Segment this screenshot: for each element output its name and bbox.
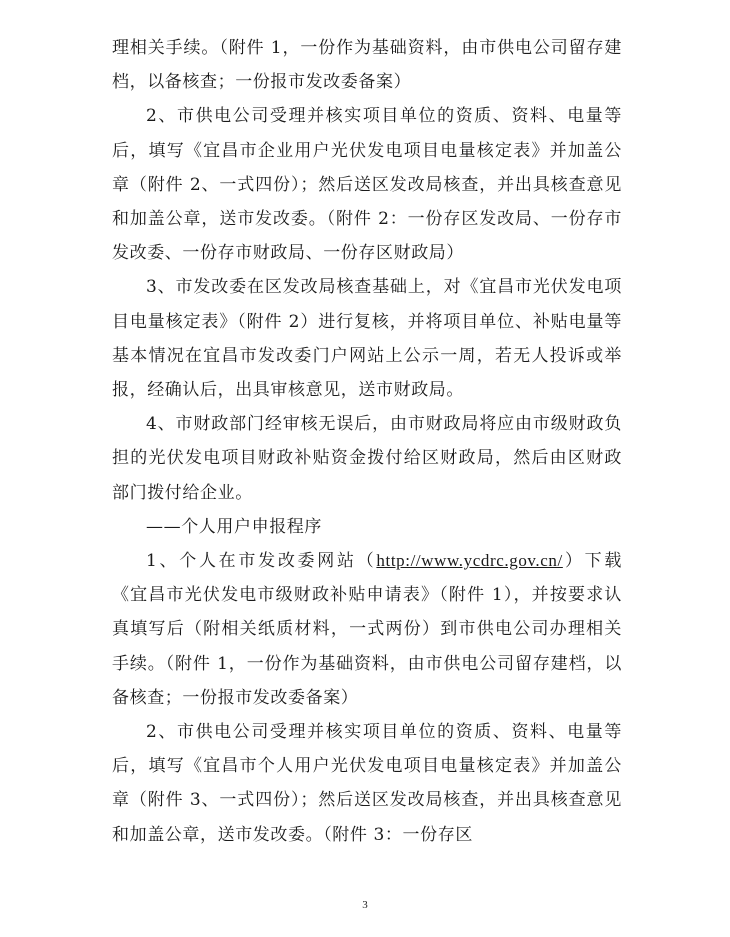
website-link[interactable]: http://www.ycdrc.gov.cn/ — [376, 551, 563, 571]
paragraph-enterprise-step-4: 4、市财政部门经审核无误后，由市财政局将应由市级财政负担的光伏发电项目财政补贴资金拨付给区财政局，然后由区财政部门拨付给企业。 — [112, 414, 622, 503]
paragraph-continuation: 理相关手续。（附件 1，一份作为基础资料，由市供电公司留存建档，以备核查；一份报市发改委备案） — [112, 38, 622, 93]
page-number: 3 — [362, 899, 368, 911]
section-heading-personal: ——个人用户申报程序 — [146, 516, 322, 537]
paragraph-personal-step-1 — [112, 544, 622, 715]
paragraph-personal-step-2: 2、市供电公司受理并核实项目单位的资质、资料、电量等后，填写《宜昌市个人用户光伏发电项目电量核定表》并加盖公章（附件 3、一式四份）；然后送区发改局核查，并出具核查意见和加盖公章，送市发改委。（附件 3：一份存区 — [112, 722, 622, 845]
personal-step-1-lead: 1、个人在市发改委网站（ — [146, 551, 377, 572]
paragraph-enterprise-step-3: 3、市发改委在区发改局核查基础上，对《宜昌市光伏发电项目电量核定表》（附件 2）进行复核，并将项目单位、补贴电量等基本情况在宜昌市发改委门户网站上公示一周，若无人投诉或举报，经确认后，出具审核意见，送市财政局。 — [112, 277, 622, 401]
document-body — [112, 31, 622, 852]
personal-step-1-rest: ）下载《宜昌市光伏发电市级财政补贴申请表》（附件 1），并按要求认真填写后（附相关纸质材料，一式两份）到市供电公司办理相关手续。（附件 1，一份作为基础资料，由市供电公司留存建档，以备核查；一份报市发改委备案） — [112, 551, 622, 708]
paragraph-enterprise-step-2: 2、市供电公司受理并核实项目单位的资质、资料、电量等后，填写《宜昌市企业用户光伏发电项目电量核定表》并加盖公章（附件 2、一式四份）；然后送区发改局核查，并出具核查意见和加盖公章，送市发改委。（附件 2：一份存区发改局、一份存市发改委、一份存市财政局、一份存区财政局） — [112, 106, 622, 264]
